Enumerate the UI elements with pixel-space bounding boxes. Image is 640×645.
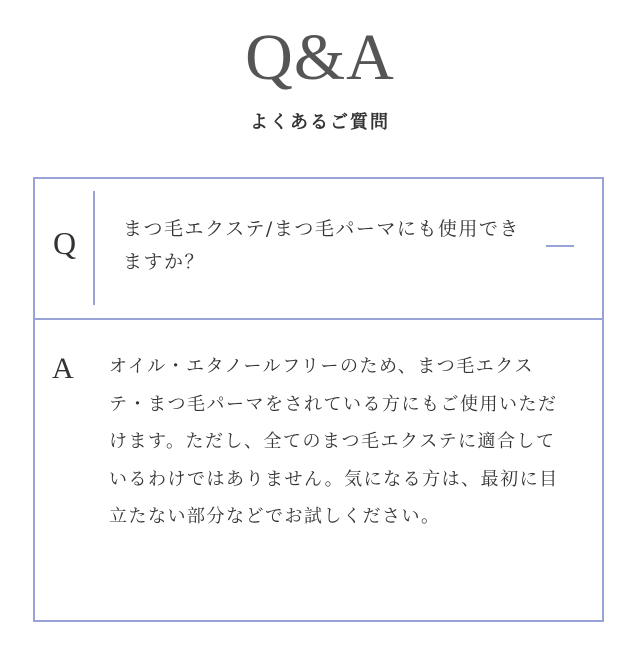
answer-text: オイル・エタノールフリーのため、まつ毛エクステ・まつ毛パーマをされている方にもご使用いただけます。ただし、全てのまつ毛エクステに適合しているわけではありません。気になる方は、最初に目立たない部分などでお試しください。 — [109, 356, 559, 527]
answer-marker: A — [52, 352, 74, 385]
faq-answer — [35, 320, 602, 620]
question-divider — [93, 191, 95, 305]
faq-question-toggle[interactable] — [35, 179, 602, 320]
question-text: まつ毛エクステ/まつ毛パーマにも使用できますか？ — [123, 218, 520, 273]
page-subtitle: よくあるご質問 — [250, 112, 390, 133]
page-title: Q&A — [245, 21, 395, 94]
faq-item — [33, 177, 604, 622]
minus-icon[interactable] — [546, 245, 574, 247]
question-marker: Q — [53, 225, 77, 261]
